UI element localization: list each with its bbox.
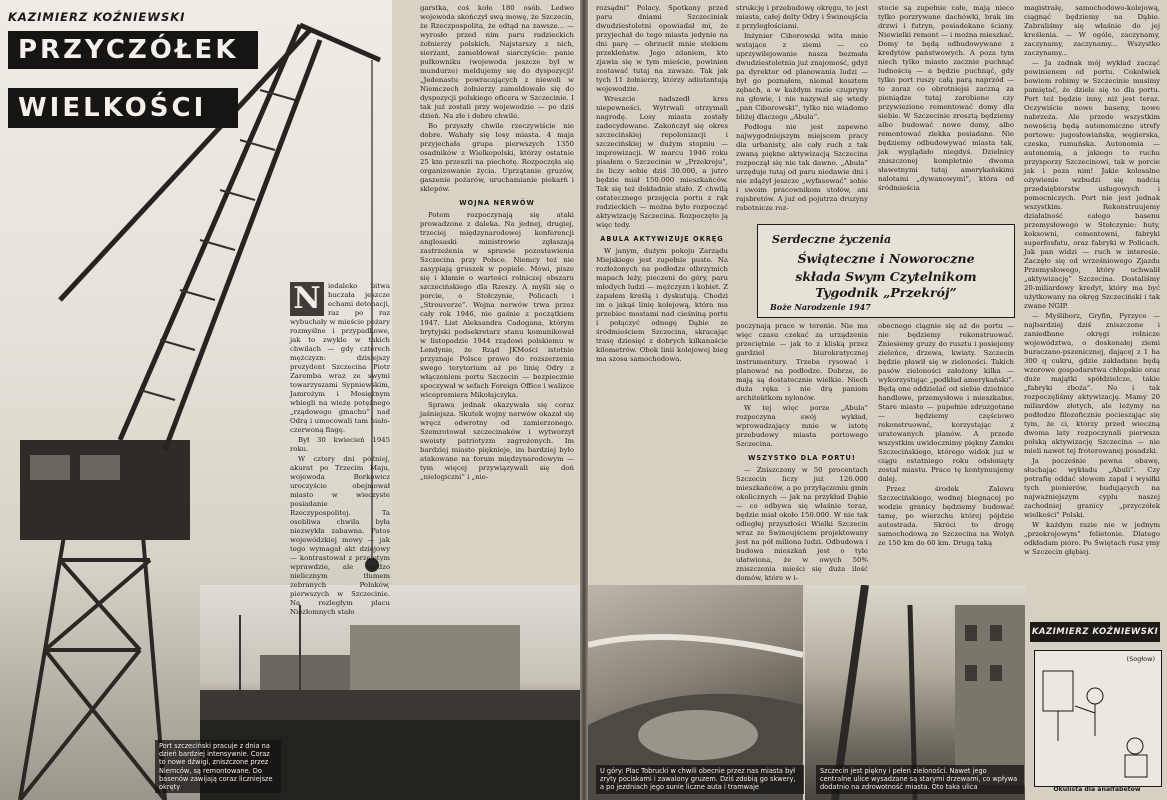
paragraph: Ja pocześnie pewna obawę, słuchając wykładu „Abuli”. Czy potrafię oddać słowem zapał i wysiłki tych pionierów, budujących na najważniejszym cyplu naszej zachodniej granicy „przyczółek wielkości” Polski. xyxy=(1024,457,1160,519)
paragraph: poczynają prace w terenie. Nie ma więc czasu czekać za urządzenia przeciętnie — jak to z kliską przez gardziel biurokratycznej instrumentury. Trzeba rysować i planować na podłodze. Dobrze, że mają są dostatecznie wielkie. Niech duża ręka i nie drą paniom architektkom nylonów. xyxy=(736,322,868,402)
paragraph: — Zniszczony w 50 procentach Szczecin liczy już 126.000 mieszkańców, a po przyłączeniu gmin okolicznych — jak na przykład Dąbie — co odbywa się właśnie teraz, będzie miał około 150.000. W nie tak odległej przyszłości Wielki Szczecin wraz ze Świnoujściem projektowany jest na pół miliona ludzi. Odbudowa i budowa mieszkań jest o tyle ułatwiona, że w owych 50% zniszczenia mieści się duża ilość domów, które w i- xyxy=(736,466,868,582)
paragraph: strukcję i przebudowę okręgu, to jest miasta, całej delty Odry i Świnoujścia z przyległościami. xyxy=(736,4,868,30)
article-column-6 xyxy=(736,322,868,584)
paragraph: Inżynier Ciborowski wita mnie wstające z ziemi — co uprzywilejowanie nasza bezmała dwudziestoletnia już znajomość, gdyż pa dyrektor od planowania ludzi — był go poznałem, niemal kosztem zębach, a w każdym razie czupryny na głowie, i nie nazywał się wtedy „pan Ciborowski”, tylko nie wiadomo bliżej dlaczego „Abula”. xyxy=(736,32,868,121)
paragraph: W janym, dużym pokoju Zarządu Miejskiego jest zupełnie pusto. Na rozłożonych na podłodze olbrzymich mapach leży, pieczeni do góry, paru młodych ludzi — mężczyzn i kobiet. Z zapałem kreślą i dyskutują. Chodzi im o jakąś linię kolejową, która ma przebiec mostami nad cieśniną portu i połączyć odnogę Dąbie ze śródmieściem Szczecina, skracając trasę dziesięć z dobrych kilkanaście kilometrów. Obok linii kolejowej bieg ma szosa samochodowa. xyxy=(596,247,728,363)
paragraph: Przez środek Zalewu Szczecińskiego, wodnej biegnącej po wodzie granicy będziemy budować tamę, po wierzchu której pójdzie autostrada. Skróci to drogę samochodową ze Szczecina na Wolyń ze 150 km do 60 km. Drugą taką xyxy=(878,485,1014,547)
greeting-line-1: Serdeczne życzenia xyxy=(772,233,892,246)
paragraph: Potem rozpoczynają się ataki prowadzone z daleka. Na jednej, drugiej, trzeciej międzynarodowej konferencji anglosaski ministrowie zgłaszają zastrzeżenia w sprawie pozostawienia Szczecina przy Polsce. Niemcy też nie zasypiają gruszek w popiele. Mówi, pisze się i kłamie o wartości rolniczej obszaru szczecińskiego dla Rzeszy. A myśli się o porcie, o Stołczynie, Policach i „Strouverze”. Wojna nerwów trwa przez cały rok 1946, nie gaśnie z początkiem 1947. List Aleksandra Cadogana, którym brytyjski podsekretarz stanu komunikował w listopadzie 1944 rządowi polskiemu w Londynie, że Rząd JKMości istotnie przyznaje Polsce prawo do rozszerzenia swego terytorium aż po linię Odry z włączeniem portu Szczecin — bezpiecznie spoczywał w sefach Foreign Office i walizce wicepremiera Mikołajczyka. xyxy=(420,211,574,399)
paragraph: obecnego ciągnie się aż do portu — nie będziemy rekonstruować. Zniesiemy gruzy do rusztu i posiejemy zieleńce, drzewa, kwiaty. Szczecin będzie pławił się w zieloności. Takich pasów zieloności założony kilka — wykorzystując „podkład amerykański”. Będą one oddzielać od siebie dzielnice handlowe, przemysłowe i mieszkalne. Stare miasto — pupełnie zdruzgotane — będziemy częściowo rekonstruować, korzystając z uratowanych planów. A przede wszystkim uwidocznimy piękny Zamku Szczecińskiego, którego widok już w ciągu ostatniego roku odsłonięty został miastu. Prace tę kontynuujemy dalej. xyxy=(878,322,1014,483)
cartoon-signature: (Sogłow) xyxy=(1126,655,1155,663)
paragraph: Podłoga nie jest zapewne najwygodniejszym miejscem pracy dla urbanisty, ale cały ruch z tak zwaną piękne aktywizacją Szczecina rozpoczął się nie tak dawno. „Abula” urzęduje tutaj od paru niedawie dni i nie zdążył jeszcze „wyfasować” sobie i swoim pracownikom stołów, ani rajsbretów. A już od pojutrza druzyny robotnicze roz- xyxy=(736,123,868,212)
paragraph: garstka, coś koło 180 osób. Ledwo wojewoda skończył swą mowę, że Szczecin, że Rzeczpospolita, że odtąd na zawsze... — wyrosło przed nim paru radzieckich żołnierzy polskich. Najstarszy z nich, sierżant, zameldował siarczyście: panie pułkowniku (wojewoda jeszcze był w mundurze) meldujemy się do dyspozycji! „Jedenastu powracających z niewoli w Niemczech żołnierzy zameldowało się do dyspozycji polskiego oficera w Szczecinie. I tak już zostali przy wojewodzie — po dziś dzień. Na złe i dobre chwile. xyxy=(420,4,574,120)
paragraph: W tej więc porze „Abula” rozpoczyna swój wykład, wprowadzający mnie w istotę przebudowy miasta portowego Szczecina. xyxy=(736,404,868,448)
paragraph: W cztery dni później, akurat po Trzecim Maju, wojewoda Borkowicz uroczyście obejmował miasto w wieczyste posiadanie Rzeczypospolitej. Ta osobliwa chwila była niezwykła zabawna. Patos wojewódzkiej mowy — jak tego wymagał akt dziejowy — kontrastował z przejętym wprawdzie, ale bardzo nielicznym tłumem zebranych Polaków, pierwszych w Szczecinie. Na rozległym placu Niezłomnych stało xyxy=(290,455,390,616)
article-column-4 xyxy=(736,4,868,214)
author-nameplate: KAZIMIERZ KOŹNIEWSKI xyxy=(1030,622,1160,642)
article-column-5 xyxy=(878,4,1014,194)
street-caption: Szczecin jest piękny i pełen zieloności. Nawet jego centralne ulice wysadzane są starymi drzewami, co wpływa dodatnio na zdrowotność miasta. Oto taka ulica xyxy=(816,765,1024,794)
paragraph: iedaleko bitwa huczała jeszcze echami detonacji, raz po raz wybuchały w mieście pożary rozmyślne i przypadkowe, jak to zwykle w takich chwilach — gdy czterech mężczyzn: dzisiejszy prezydent Szczecina Piotr Zaremba wraz ze swymi towarzyszami Sypniewskim, Jamrożym i Mosiężnym wbiegli na wieżę potężnego „rządowego gmachu” nad Odrą i umocowali tam biało-czerwoną flagę. xyxy=(290,282,390,434)
page-gutter xyxy=(580,0,588,800)
paragraph: Bo przyszły chwile rzeczywiście nie dobre. Wahały się losy miasta. 4 maja przyjechała grupa pierwszych 1350 osadników z Wielkopolski, którzy ostatnie 25 km przeszli na piechotę. Rozpoczęła się organizowanie życia. Uprzątanie gruzów, gaszenie pożarów, uruchamianie piekarń i sklepów. xyxy=(420,122,574,193)
headline-line-1: PRZYCZÓŁEK xyxy=(8,31,258,69)
paragraph: W każdym razie nie w jednym „przekrojowym” felietonie. Dlatego odkładam pióro. Po Świętach rusz ymy w Szczecin głębiej. xyxy=(1024,521,1160,556)
paragraph: Był 30 kwiecień 1945 roku. xyxy=(290,436,390,453)
headline-line-2: WIELKOŚCI xyxy=(8,88,238,128)
author-kicker: KAZIMIERZ KOŹNIEWSKI xyxy=(8,10,186,24)
greeting-line-2: Świąteczne i Noworoczne xyxy=(797,251,975,266)
paragraph: rozsądni” Polacy. Spotkany przed paru dniami Szczeciniak dwudziestoletni opowiadał mi, że przyjechał do tego miasta jedynie na dni parę — obrzucił mnie stekiem przekleństw. Jego zdaniem, kto zjawia się w tym mieście, powinien zostawać tutaj na zawsze. Tak jak tych 11 żołnierzy, którzy adiutantują wojewodzie. xyxy=(596,4,728,93)
paragraph: — Myśliborz, Gryfin, Pyrzyce — najbardziej dziś zniszczone i zaniedbane okręgi rolnicze województwa, o doskonałej ziemi buraczano-pszenicznej, dającej z 1 ha 300 q cukru, gdzie zakładane będą wzorowe gospodarstwa chłopskie oraz duże majątki spółdzielcze, takie „fabryki zboża”. No i tak rozpoczęliśmy aktywizację. Mamy 20 miliardów złotych, ale leżymy na podłodze filozoficznie pociesząjąc się tym, że ci, którzy przed wieczną dwoma laty rozpoczynali pierwsza polską aktywizację Szczecina — nie mieli nawet tej froterowanej posadzki. xyxy=(1024,312,1160,455)
drop-cap: N xyxy=(290,282,324,316)
paragraph: Wreszcie nadszedł kres niepewności. Wytrwali otrzymali nagrodę. Losy miasta zostały zadecydowane. Zakończył się okres szczecińskiej repolonizacji i szczecińskiej w dużym stopniu — improwizacji. W marcu 1946 roku pisałem o Szczecinie w „Przekroju”, że liczy sobie dziś 30.000, a jutro będzie miał 150.000 mieszkańców. Tak się też dokładnie stało. Z chwilą ostatecznego przejęcia portu z rąk radzieckich — można było rozpocząć aktywizację Szczecina. Rozpoczęto ją więc tedy. xyxy=(596,95,728,229)
greeting-line-5: Boże Narodzenie 1947 xyxy=(770,302,871,312)
section-heading: WOJNA NERWÓW xyxy=(459,199,535,207)
left-page xyxy=(0,0,580,800)
article-column-1 xyxy=(290,282,390,618)
cartoon-caption: Okulista dla analfabetów xyxy=(1053,786,1141,793)
paragraph: — Ja zadnak mój wykład zacząć powinienem od portu. Cokolwiek bowiem robimy w Szczecinie musimy pamiętać, że dziele się to dla portu. Port też będzie inny, niż jest teraz. Oczywiście nowe baseny, nowe nabrzeża. Ale przede wszystkim nowością będą autonomiczne strefy portowe: jugosłowiańska, węgierska, czeska, rumuńska. Autonomia — autonomią, a jakiego to ruchu przysporzy Szczecinowi, tak w porcie jak i poza nim! Jakie kolosalne ożywienie wzbudzi się nadcią przedsiębiorstw usługowych i pomocniczych. Port nie jest jednak wszystkim. Rekonstruujemy działalność całego basenu przemysłowego w Stołczynie: huty, koksowni, cementowni, fabryki superfosfatu, oraz fabryki w Policach. Jak pan widzi — ruch w interesie. Zaczęło się od wrześniowego Zjazdu Przemysłowego, który uchwalił „aktywizację” Szczecina. Dostaliśmy 20-miliardowy kredyt, który ma być użytkowany na okręg Szczeciński i tak zwane NGIP. xyxy=(1024,59,1160,310)
paragraph: stocie są zupełnie całe, mają nieco tylko porzrywane dachówki, brak im drzwi i futryn, posiadekane ściany. Niewielki remont — i można mieszkać. Domy te będą odbudowywane z kredytów państwowych. A poza tym niech tylko miasto zacznie puchnąć ludnością — a będzie puchnąć, gdy tylko port ruszy całą parą naprzód — to zaraz co obrotniejsi zaczną za pieniądze tutaj zarobione czy przywiezione remontować domy dla siebie. W Szczecinie zresztą będziemy albo budować nowe domy, albo remontować zlekka posiadane. Nie będziemy odbudowywać miasta tak, jak wyglądało niegdyś. Dzielnicy zniszczonej kompletnie dwoma sławetnymi tutaj amerykańskimi nalotami „dywanowymi”, która od śródmieścia xyxy=(878,4,1014,192)
article-column-3 xyxy=(596,4,728,365)
square-caption: U góry: Plac Tobrucki w chwili obecnie przez nas miasta był zryty pociskami i zawalony gruzem. Dziś zdobią go skwery, a po jezdniach jego sunie liczne auta i tramwaje xyxy=(596,765,804,794)
article-column-7 xyxy=(878,322,1014,549)
greeting-line-3: składa Swym Czytelnikom xyxy=(795,269,977,284)
cartoon-drawing xyxy=(1035,651,1161,786)
article-column-2 xyxy=(420,4,574,483)
paragraph: magistralę, samochodowo-kolejową, ciągnąć będziemy na Dąbie. Zabraliśmy się właśnie do jej kreślenia. — W ogóle, zaczynamy, zaczynamy, zaczynamy... Wszystko zaczynamy... xyxy=(1024,4,1160,57)
port-caption: Port szczeciński pracuje z dnia na dzień bardziej intensywnie. Coraz to nowe dźwigi, zniszczone przez Niemców, są remontowane. Do basenów zawijają coraz liczniejsze okręty xyxy=(155,740,281,793)
section-heading: ABULA AKTYWIZUJE OKRĘG xyxy=(600,235,724,243)
section-heading: WSZYSTKO DLA PORTU! xyxy=(748,454,856,462)
paragraph: Sprawa jednak okazywała się coraz jaśniejsza. Skutek wojny nerwów okazał się wręcz odwrotny od zamierzonego. Szemrotował szczecinaków i wytworzył swoisty patriotyzm zagrożonych. Im bardziej miasto pięknieje, im bardziej było atakowane na forum międzynarodowym — tym więcej przywiązywali się doń „nielogiczni” i „nie- xyxy=(420,401,574,481)
article-column-8 xyxy=(1024,4,1160,558)
holiday-greeting-box xyxy=(757,224,1015,318)
cartoon-panel xyxy=(1034,650,1162,787)
greeting-line-4: Tygodnik „Przekrój” xyxy=(815,285,957,300)
